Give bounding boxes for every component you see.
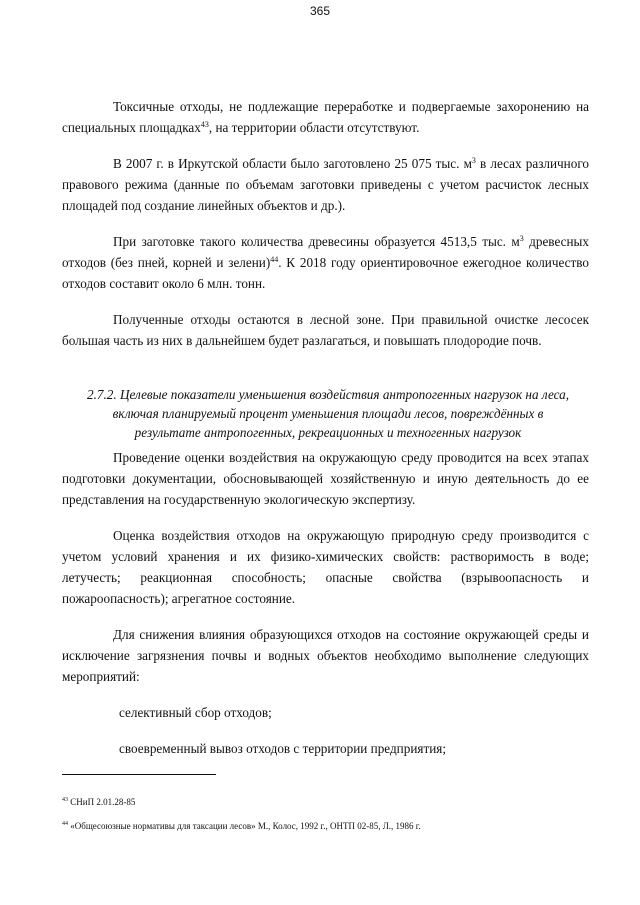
paragraph-7: Для снижения влияния образующихся отходов на состояние окружающей среды и исключение загрязнения почвы и водных объектов необходимо выполнение следующих мероприятий: [62,627,589,684]
heading-line-1: 2.7.2. Целевые показатели уменьшения воздействия антропогенных нагрузок на леса, [86,387,570,402]
footnote-43: $^{43}$ СНиП 2.01.28-85 [62,797,136,807]
superscript-3: 3 [519,234,524,243]
paragraph-1: Токсичные отходы, не подлежащие переработке и подвергаемые захоронению на специальных площадках$^{43}$, на территории области отсутствуют. [62,99,589,135]
superscript-3: 3 [471,156,476,165]
footnote-ref-44[interactable]: 44 [270,255,279,264]
page-number: 365 [309,4,331,18]
body-text-bottom [62,447,589,759]
body-text-top [62,96,589,351]
footnote-44: $^{44}$ «Общесоюзные нормативы для таксации лесов» М., Колос, 1992 г., ОНТП 02-85, Л., 1986 г. [62,821,421,831]
paragraph-2: В 2007 г. в Иркутской области было заготовлено 25 075 тыс. $м^3$ в лесах различного правового режима (данные по объемам заготовки приведены с учетом расчисток лесных площадей под создание линейных объектов и др.). [62,156,590,213]
heading-line-3: результате антропогенных, рекреационных и техногенных нагрузок [134,425,522,440]
paragraph-3: При заготовке такого количества древесины образуется 4513,5 тыс. $м^3$ древесных отходов (без пней, корней и зелени)$^{44}$. К 2018 году ориентировочное ежегодное количество отходов составит около 6 млн. тонн. [62,234,589,291]
paragraph-5: Проведение оценки воздействия на окружающую среду проводится на всех этапах подготовки документации, обосновывающей хозяйственную и иную деятельность до ее представления на государственную экологическую экспертизу. [62,450,589,507]
list-item-2: своевременный вывоз отходов с территории предприятия; [119,741,447,756]
section-heading [58,385,598,442]
heading-line-2: включая планируемый процент уменьшения площади лесов, повреждённых в [112,406,544,421]
paragraph-4: Полученные отходы остаются в лесной зоне. При правильной очистке лесосек большая часть из них в дальнейшем будет разлагаться, и повышать плодородие почв. [62,312,589,348]
list-item-1: селективный сбор отходов; [119,705,272,720]
footnote-separator [62,774,216,775]
paragraph-6: Оценка воздействия отходов на окружающую природную среду производится с учетом условий хранения и их физико-химических свойств: растворимость в воде; летучесть; реакционная способность; опасные свойства (взрывоопасность и пожароопасность); агрегатное состояние. [62,528,589,606]
footnote-ref-43[interactable]: 43 [200,120,209,129]
